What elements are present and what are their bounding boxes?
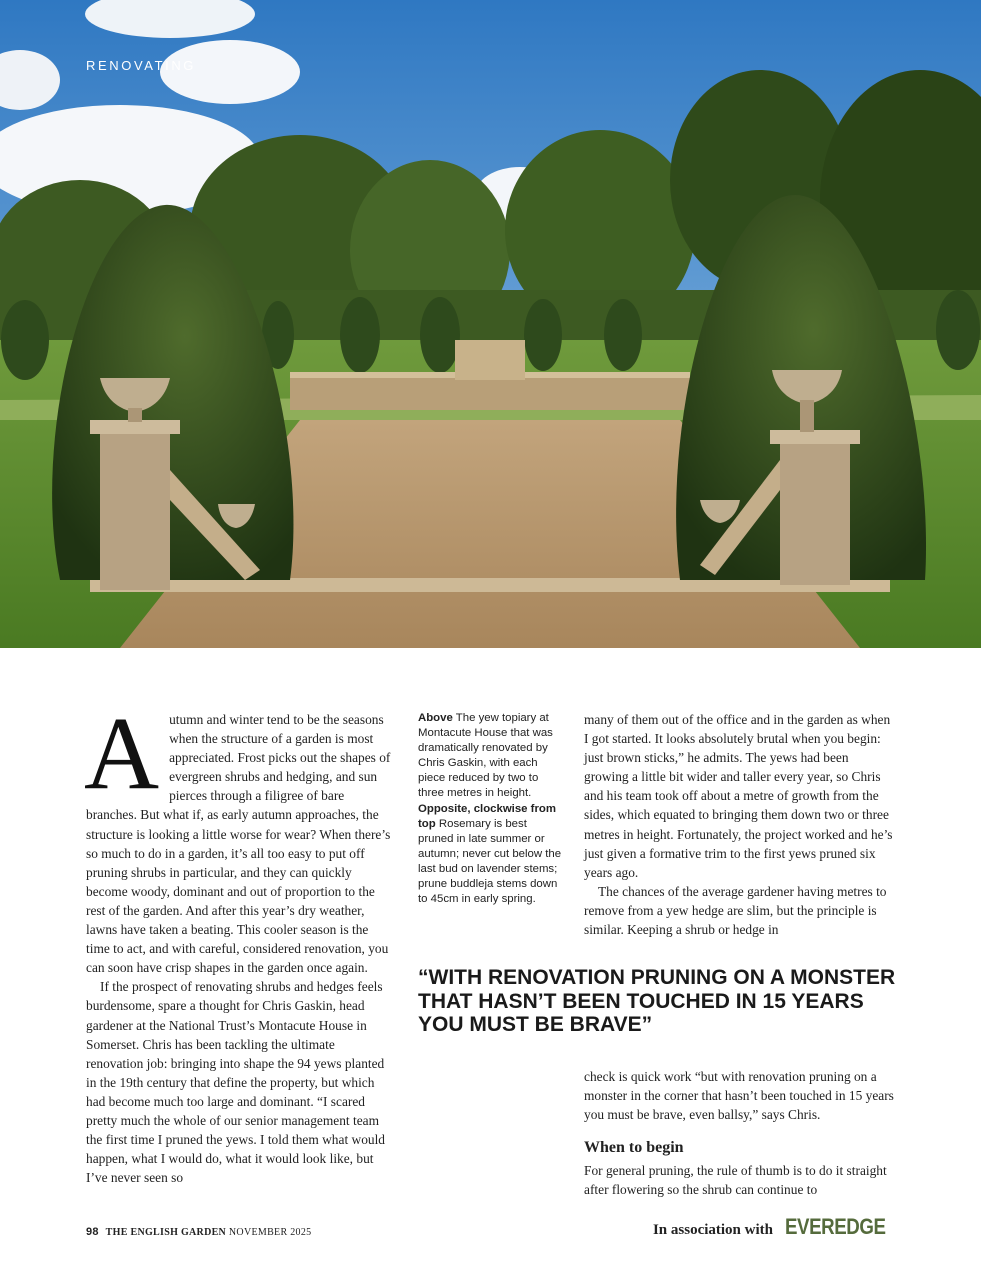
page-number: 98 (86, 1226, 99, 1238)
association-label: In association with (652, 1222, 773, 1238)
magazine-name: THE ENGLISH GARDEN (105, 1227, 227, 1238)
footer-folio (86, 1226, 311, 1238)
caption-label-opposite: Opposite, clockwise from top (418, 802, 556, 830)
sponsor-logo: EVEREDGE (785, 1214, 886, 1239)
sponsor-block (653, 1214, 895, 1240)
caption-text-opposite: Rosemary is best pruned in late summer or autumn; never cut below the last bud on lavender stems; prune buddleja stems down to 45cm in early spring. (418, 817, 562, 906)
body-column-3-end (584, 1161, 896, 1199)
pull-quote: “WITH RENOVATION PRUNING ON A MONSTER THAT HASN’T BEEN TOUCHED IN 15 YEARS YOU MUST BE BRAVE” (418, 966, 896, 1036)
issue-date: NOVEMBER 2025 (228, 1227, 312, 1238)
body-paragraph-5: check is quick work “but with renovation pruning on a monster in the corner that hasn’t been touched in 15 years you must be brave, even ballsy,” says Chris. (584, 1069, 894, 1123)
body-column-1 (84, 696, 392, 1187)
caption-label-above: Above (418, 712, 453, 724)
body-column-3-top (584, 710, 896, 939)
subheading: When to begin (584, 1139, 684, 1156)
drop-cap: A (84, 696, 160, 811)
body-paragraph-1: utumn and winter tend to be the seasons when the structure of a garden is most appreciated. Frost picks out the shapes of evergreen shrubs and hedging, and sun pierces through a filigree of bare branches. But what if, as early autumn approaches, the structure is looking a little worse for wear? When there’s so much to do in a garden, it’s all too easy to put off pruning shrubs in particular, and they can quickly become woody, dominant and out of proportion to the rest of the garden. And after this year’s dry weather, lawns have taken a beating. This cooler season is the time to act, and with careful, considered renovation, you can soon have crisp shapes in the garden once again. (86, 712, 391, 976)
caption-text-above: The yew topiary at Montacute House that was dramatically renovated by Chris Gaskin, with each piece reduced by two to three metres in height. (418, 712, 553, 800)
body-paragraph-4: The chances of the average gardener having metres to remove from a yew hedge are slim, but the principle is similar. Keeping a shrub or hedge in (584, 883, 887, 938)
body-column-3-bottom (584, 1067, 896, 1124)
section-tag: RENOVATING (86, 58, 197, 73)
body-paragraph-6: For general pruning, the rule of thumb is to do it straight after flowering so the shrub can continue to (584, 1163, 887, 1198)
body-paragraph-3: many of them out of the office and in the garden as when I got started. It looks absolutely brutal when you begin: just brown sticks,” he admits. The yews had been growing a little bit wider and taller every year, so Chris and his team took off about a metre of growth from the sides, which equated to bringing them down two or three metres in height. Fortunately, the project worked and he’s just given a formative trim to the first yews pruned six years ago. (584, 712, 893, 880)
photo-caption (418, 711, 564, 907)
body-paragraph-2: If the prospect of renovating shrubs and hedges feels burdensome, spare a thought for Chris Gaskin, head gardener at the National Trust’s Montacute House in Somerset. Chris has been tackling the ultimate renovation job: bringing into shape the 94 yews planted in the 19th century that define the property, but which had become much too large and dominant. “I scared pretty much the whole of our senior management team the first time I pruned the yews. I told them what would happen, what I would do, what it would look like, but I’ve never seen so (86, 979, 385, 1186)
